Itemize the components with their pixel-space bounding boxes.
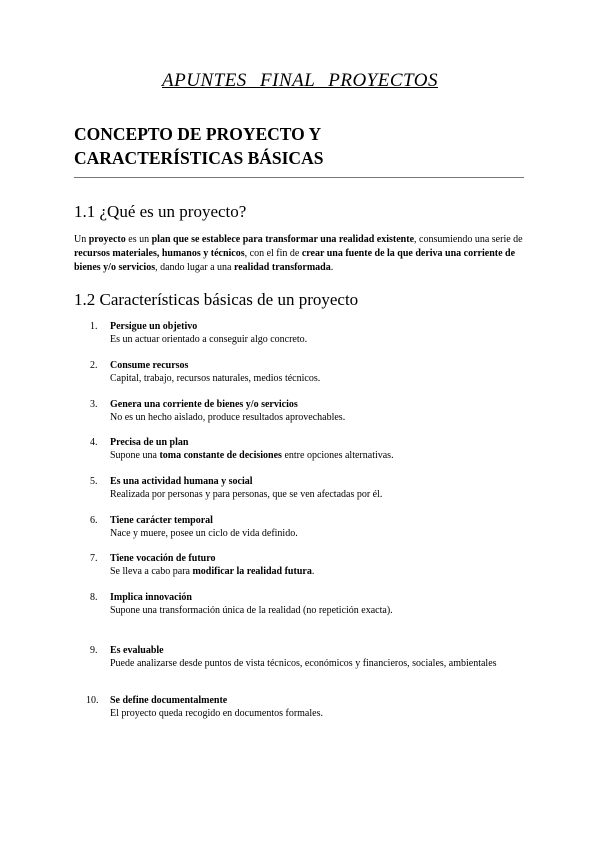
list-item-number: 8. bbox=[90, 592, 98, 603]
text-run: entre opciones alternativas. bbox=[281, 450, 394, 461]
list-item-description bbox=[110, 333, 530, 346]
text-run: , consumiendo una serie de bbox=[414, 234, 523, 245]
text-run: . bbox=[330, 262, 334, 273]
text-run: , dando lugar a una bbox=[155, 262, 234, 273]
list-item-number: 9. bbox=[90, 645, 98, 656]
bold-text: recursos materiales, humanos y técnicos bbox=[74, 248, 245, 259]
list-item bbox=[74, 320, 530, 346]
text-run: es un bbox=[125, 234, 152, 245]
text-run: Nace y muere, posee un ciclo de vida definido. bbox=[110, 528, 298, 539]
list-item bbox=[74, 436, 530, 462]
bold-text: realidad transformada bbox=[233, 262, 331, 273]
list-item bbox=[74, 644, 530, 670]
main-heading-line1: CONCEPTO DE PROYECTO Y bbox=[74, 124, 322, 144]
list-item-number: 1. bbox=[90, 321, 98, 332]
section-1-heading: 1.1 ¿Qué es un proyecto? bbox=[74, 202, 247, 221]
list-item-title: Genera una corriente de bienes y/o servicios bbox=[110, 399, 298, 410]
list-item-number: 7. bbox=[90, 553, 98, 564]
list-item-number: 2. bbox=[90, 360, 98, 371]
text-run: . bbox=[311, 566, 315, 577]
list-item-title: Consume recursos bbox=[110, 360, 189, 371]
text-run: No es un hecho aislado, produce resultados aprovechables. bbox=[110, 412, 346, 423]
list-item-number: 6. bbox=[90, 515, 98, 526]
list-item-title: Tiene carácter temporal bbox=[110, 515, 213, 526]
list-item bbox=[74, 398, 530, 424]
list-item-title: Persigue un objetivo bbox=[110, 321, 198, 332]
list-item-description bbox=[110, 657, 530, 670]
list-item-description bbox=[110, 527, 530, 540]
list-item-description bbox=[110, 411, 530, 424]
text-run: El proyecto queda recogido en documentos formales. bbox=[110, 708, 323, 719]
bold-text: plan que se establece para transformar una realidad existente bbox=[151, 234, 415, 245]
list-item-number: 5. bbox=[90, 476, 98, 487]
list-item-title: Es evaluable bbox=[110, 645, 164, 656]
list-item bbox=[74, 514, 530, 540]
list-item bbox=[74, 475, 530, 501]
text-run: Un bbox=[74, 234, 89, 245]
text-run: Supone una transformación única de la realidad (no repetición exacta). bbox=[110, 605, 393, 616]
list-item-description bbox=[110, 604, 530, 617]
list-item-number: 10. bbox=[86, 695, 99, 706]
list-item bbox=[74, 694, 530, 720]
list-item-number: 4. bbox=[90, 437, 98, 448]
list-item bbox=[74, 359, 530, 385]
list-item-description bbox=[110, 488, 530, 501]
bold-text: proyecto bbox=[88, 234, 126, 245]
main-heading bbox=[74, 122, 534, 170]
list-item-title: Tiene vocación de futuro bbox=[110, 553, 216, 564]
list-item-description bbox=[110, 449, 530, 462]
bold-text: modificar la realidad futura bbox=[192, 566, 312, 577]
section-2-heading: 1.2 Características básicas de un proyecto bbox=[74, 290, 359, 309]
text-run: Puede analizarse desde puntos de vista técnicos, económicos y financieros, sociales, ambientales bbox=[110, 658, 497, 669]
bold-text: toma constante de decisiones bbox=[159, 450, 282, 461]
list-item-title: Precisa de un plan bbox=[110, 437, 189, 448]
text-run: Realizada por personas y para personas, que se ven afectadas por él. bbox=[110, 489, 383, 500]
list-item-description bbox=[110, 565, 530, 578]
section-1-paragraph bbox=[74, 233, 524, 275]
list-item-description bbox=[110, 707, 530, 720]
text-run: Es un actuar orientado a conseguir algo concreto. bbox=[110, 334, 308, 345]
horizontal-divider bbox=[74, 177, 524, 178]
list-item-title: Se define documentalmente bbox=[110, 695, 228, 706]
text-run: Se lleva a cabo para bbox=[110, 566, 193, 577]
main-heading-line2: CARACTERÍSTICAS BÁSICAS bbox=[74, 148, 324, 168]
list-item-title: Es una actividad humana y social bbox=[110, 476, 253, 487]
bold-text: crear una fuente de la que deriva una corriente de bienes y/o servicios bbox=[74, 248, 516, 273]
list-item bbox=[74, 552, 530, 578]
text-run: Capital, trabajo, recursos naturales, medios técnicos. bbox=[110, 373, 321, 384]
list-item-title: Implica innovación bbox=[110, 592, 192, 603]
document-title: APUNTES FINAL PROYECTOS bbox=[162, 70, 438, 91]
text-run: Supone una bbox=[110, 450, 160, 461]
text-run: , con el fin de bbox=[244, 248, 302, 259]
list-item bbox=[74, 591, 530, 617]
list-item-number: 3. bbox=[90, 399, 98, 410]
list-item-description bbox=[110, 372, 530, 385]
